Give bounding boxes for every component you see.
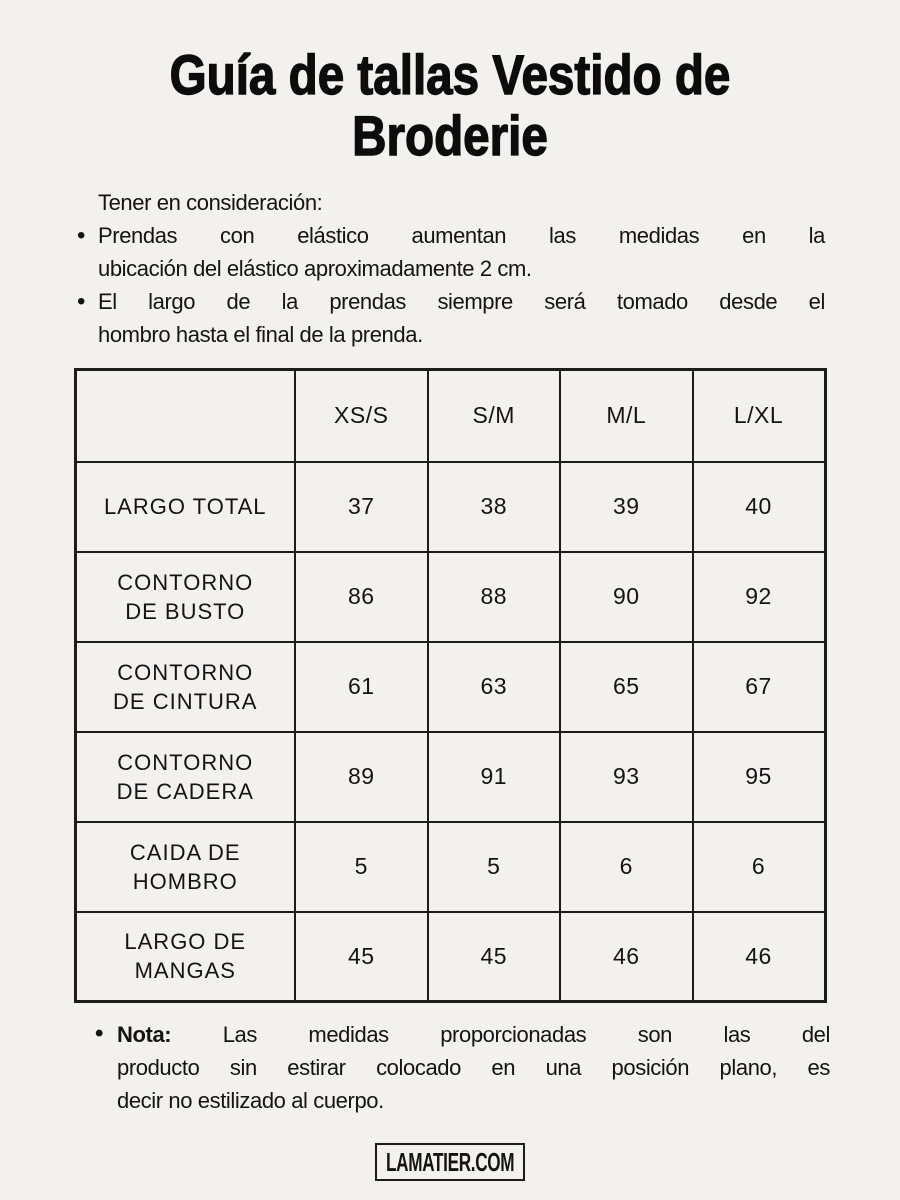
row-label-text: LARGO DE MANGAS <box>124 929 247 984</box>
header-cell-s-m: S/M <box>428 370 561 462</box>
size-value: 6 <box>560 822 693 912</box>
size-value: 88 <box>428 552 561 642</box>
table-row <box>75 462 825 552</box>
size-value: 45 <box>428 912 561 1002</box>
page-title-line-2: Broderie <box>352 104 548 167</box>
size-value: 93 <box>560 732 693 822</box>
size-value: 38 <box>428 462 561 552</box>
row-label <box>75 552 295 642</box>
footer <box>0 1143 900 1181</box>
note-section <box>95 1018 830 1117</box>
header-cell-xs-s: XS/S <box>295 370 428 462</box>
bullet-icon: • <box>95 1020 104 1047</box>
row-label-text: CONTORNO DE CINTURA <box>113 659 258 714</box>
note-line-text: Las medidas proporcionadas son las del <box>222 1022 830 1047</box>
brand-badge <box>375 1143 525 1181</box>
size-value: 91 <box>428 732 561 822</box>
note-line <box>117 1018 830 1051</box>
brand-name: LAMATIER.COM <box>385 1146 515 1177</box>
table-row <box>75 732 825 822</box>
intro-bullet <box>75 219 825 285</box>
size-value: 37 <box>295 462 428 552</box>
row-label <box>75 732 295 822</box>
size-value: 67 <box>693 642 826 732</box>
row-label-text: CONTORNO DE BUSTO <box>117 569 254 624</box>
size-value: 40 <box>693 462 826 552</box>
bullet-icon: • <box>77 222 86 249</box>
note-line: decir no estilizado al cuerpo. <box>117 1088 384 1113</box>
size-value: 95 <box>693 732 826 822</box>
size-value: 63 <box>428 642 561 732</box>
row-label-text: CONTORNO DE CADERA <box>116 749 254 804</box>
size-value: 45 <box>295 912 428 1002</box>
header-cell-l-xl: L/XL <box>693 370 826 462</box>
intro-bullet <box>75 285 825 351</box>
row-label <box>75 462 295 552</box>
size-value: 61 <box>295 642 428 732</box>
size-value: 65 <box>560 642 693 732</box>
size-table-header-row <box>75 370 825 462</box>
intro-list <box>75 219 825 351</box>
table-row <box>75 642 825 732</box>
bullet-icon: • <box>77 288 86 315</box>
size-value: 39 <box>560 462 693 552</box>
considerations-section <box>75 186 825 351</box>
size-value: 46 <box>560 912 693 1002</box>
note-line: producto sin estirar colocado en una posición plano, es <box>117 1055 830 1080</box>
header-cell-m-l: M/L <box>560 370 693 462</box>
note-text <box>117 1018 830 1117</box>
table-row <box>75 912 825 1002</box>
considerations-heading: Tener en consideración: <box>98 190 323 215</box>
size-table-body <box>75 462 825 1002</box>
note-label: Nota: <box>117 1022 172 1047</box>
size-value: 86 <box>295 552 428 642</box>
table-row <box>75 552 825 642</box>
size-value: 5 <box>295 822 428 912</box>
table-row <box>75 822 825 912</box>
row-label <box>75 822 295 912</box>
row-label <box>75 912 295 1002</box>
intro-bullet-line: Prendas con elástico aumentan las medidas en la <box>98 223 825 248</box>
row-label <box>75 642 295 732</box>
size-value: 6 <box>693 822 826 912</box>
size-value: 90 <box>560 552 693 642</box>
size-value: 92 <box>693 552 826 642</box>
size-table <box>74 368 827 1003</box>
row-label-text: LARGO TOTAL <box>103 494 267 519</box>
intro-bullet-line: El largo de la prendas siempre será tomado desde el <box>98 289 825 314</box>
intro-bullet-line: ubicación del elástico aproximadamente 2 cm. <box>98 256 532 281</box>
page-title-line-1: Guía de tallas Vestido de <box>169 43 731 106</box>
size-value: 89 <box>295 732 428 822</box>
size-value: 46 <box>693 912 826 1002</box>
header-cell-empty <box>75 370 295 462</box>
row-label-text: CAIDA DE HOMBRO <box>129 839 241 894</box>
intro-bullet-line: hombro hasta el final de la prenda. <box>98 322 423 347</box>
size-value: 5 <box>428 822 561 912</box>
page-title <box>68 0 833 166</box>
